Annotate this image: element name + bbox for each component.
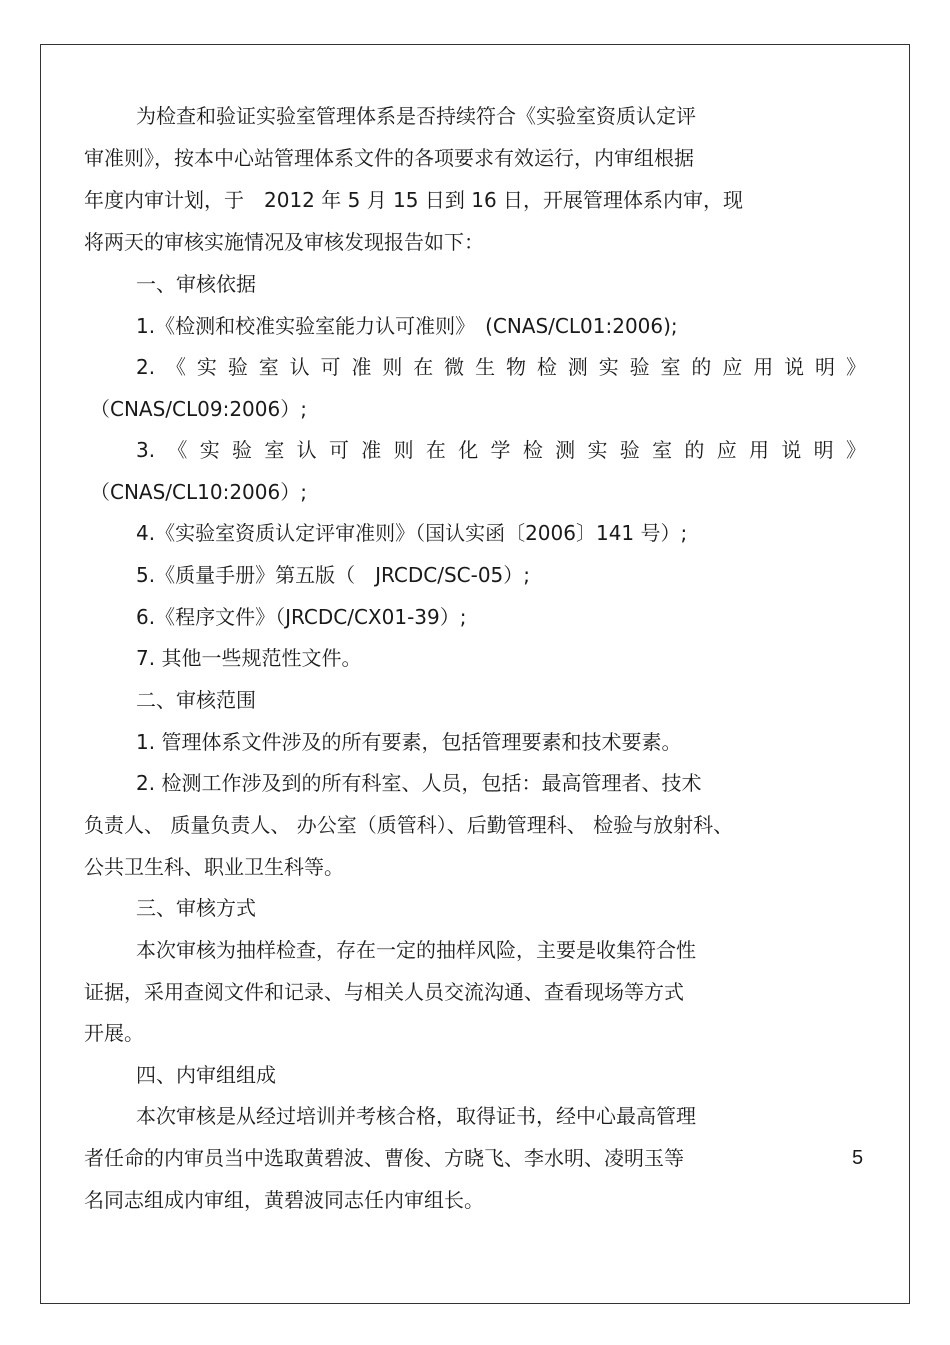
section2-item-1: 1. 管理体系文件涉及的所有要素，包括管理要素和技术要素。 xyxy=(136,730,682,754)
justified-char: 准 xyxy=(351,355,372,379)
justified-char: 可 xyxy=(328,438,349,462)
justified-char: 的 xyxy=(691,355,712,379)
justified-char: 认 xyxy=(296,438,317,462)
justified-char: 的 xyxy=(684,438,705,462)
justified-char: 室 xyxy=(660,355,681,379)
section3-line-2: 证据，采用查阅文件和记录、与相关人员交流沟通、查看现场等方式 xyxy=(84,980,684,1004)
justified-char: 室 xyxy=(652,438,673,462)
justified-char: 用 xyxy=(749,438,770,462)
section1-item-3 xyxy=(136,437,866,463)
justified-char: 在 xyxy=(413,355,434,379)
justified-char: 可 xyxy=(320,355,341,379)
justified-char: 认 xyxy=(289,355,310,379)
section4-line-1: 本次审核是从经过培训并考核合格，取得证书，经中心最高管理 xyxy=(136,1104,696,1128)
justified-char: 物 xyxy=(505,355,526,379)
justified-char: 验 xyxy=(629,355,650,379)
justified-char: 检 xyxy=(536,355,557,379)
section4-line-3: 名同志组成内审组，黄碧波同志任内审组长。 xyxy=(84,1188,484,1212)
justified-char: 学 xyxy=(490,438,511,462)
justified-char: 微 xyxy=(444,355,465,379)
section1-item-3-cont: （CNAS/CL10:2006）; xyxy=(90,480,307,504)
justified-char: 用 xyxy=(753,355,774,379)
justified-char: 》 xyxy=(845,438,866,462)
section4-heading: 四、内审组组成 xyxy=(136,1063,276,1087)
justified-char: 明 xyxy=(813,438,834,462)
section1-item-5: 5.《质量手册》第五版（ JRCDC/SC-05）; xyxy=(136,563,531,587)
justified-char: 2. xyxy=(136,355,156,379)
section2-item-2-cont2: 公共卫生科、职业卫生科等。 xyxy=(84,855,344,879)
justified-char: 生 xyxy=(475,355,496,379)
section1-item-7: 7. 其他一些规范性文件。 xyxy=(136,646,362,670)
section4-line-2: 者任命的内审员当中选取黄碧波、曹俊、方晓飞、李水明、凌明玉等 xyxy=(84,1146,684,1170)
section1-heading: 一、审核依据 xyxy=(136,272,256,296)
section3-line-3: 开展。 xyxy=(84,1021,144,1045)
section3-line-1: 本次审核为抽样检查，存在一定的抽样风险，主要是收集符合性 xyxy=(136,938,696,962)
section1-item-2-cont: （CNAS/CL09:2006）; xyxy=(90,397,307,421)
justified-char: 验 xyxy=(619,438,640,462)
justified-char: 应 xyxy=(722,355,743,379)
justified-char: 测 xyxy=(555,438,576,462)
justified-char: 在 xyxy=(425,438,446,462)
justified-char: 3. xyxy=(136,438,156,462)
section3-heading: 三、审核方式 xyxy=(136,896,256,920)
justified-char: 测 xyxy=(567,355,588,379)
justified-char: 《 xyxy=(166,355,186,379)
justified-char: 则 xyxy=(382,355,403,379)
section2-item-2: 2. 检测工作涉及到的所有科室、人员，包括：最高管理者、技术 xyxy=(136,771,702,795)
justified-char: 则 xyxy=(393,438,414,462)
justified-char: 实 xyxy=(598,355,619,379)
justified-char: 室 xyxy=(264,438,285,462)
section2-item-2-cont: 负责人、 质量负责人、 办公室（质管科）、后勤管理科、 检验与放射科、 xyxy=(84,813,734,837)
intro-line-4: 将两天的审核实施情况及审核发现报告如下： xyxy=(84,230,484,254)
intro-line-1: 为检查和验证实验室管理体系是否持续符合《实验室资质认定评 xyxy=(136,104,696,128)
justified-char: 实 xyxy=(587,438,608,462)
justified-char: 明 xyxy=(815,355,836,379)
justified-char: 室 xyxy=(258,355,279,379)
justified-char: 准 xyxy=(361,438,382,462)
justified-char: 实 xyxy=(199,438,220,462)
justified-char: 检 xyxy=(522,438,543,462)
member-count: 5 xyxy=(852,1147,864,1169)
justified-char: 说 xyxy=(781,438,802,462)
section1-item-4: 4.《实验室资质认定评审准则》（国认实函〔2006〕141 号）; xyxy=(136,521,688,545)
justified-char: 说 xyxy=(784,355,805,379)
justified-char: 实 xyxy=(196,355,217,379)
intro-line-2: 审准则》，按本中心站管理体系文件的各项要求有效运行，内审组根据 xyxy=(84,146,694,170)
section1-item-6: 6.《程序文件》（JRCDC/CX01-39）; xyxy=(136,605,467,629)
justified-char: 》 xyxy=(845,355,866,379)
justified-char: 化 xyxy=(458,438,479,462)
section1-item-1: 1.《检测和校准实验室能力认可准则》 (CNAS/CL01:2006); xyxy=(136,314,678,338)
section1-item-2 xyxy=(136,354,866,380)
intro-line-3: 年度内审计划，于 2012 年 5 月 15 日到 16 日，开展管理体系内审，现 xyxy=(84,188,744,212)
justified-char: 《 xyxy=(167,438,188,462)
justified-char: 应 xyxy=(716,438,737,462)
justified-char: 验 xyxy=(227,355,248,379)
section2-heading: 二、审核范围 xyxy=(136,688,256,712)
justified-char: 验 xyxy=(232,438,253,462)
